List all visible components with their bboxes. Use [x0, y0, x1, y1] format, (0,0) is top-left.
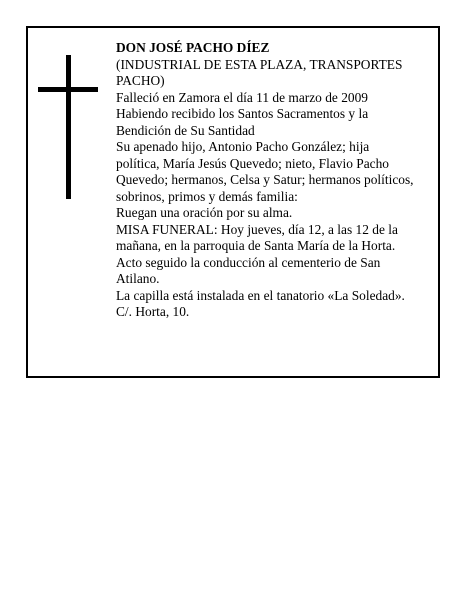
deceased-name: DON JOSÉ PACHO DÍEZ: [116, 40, 270, 55]
funeral-mass: MISA FUNERAL: Hoy jueves, día 12, a las 12 de la mañana, en la parroquia de Santa María de la Horta.: [116, 221, 398, 253]
family-list: Su apenado hijo, Antonio Pacho González; hija política, María Jesús Quevedo; nieto, Flavio Pacho Quevedo; hermanos, Celsa y Satur; hermanos políticos, sobrinos, primos y demás familia:: [116, 139, 414, 204]
obituary-notice: [26, 26, 440, 378]
prayer-request: Ruegan una oración por su alma.: [116, 205, 293, 220]
burial-info: Acto seguido la conducción al cementerio de San Atilano.: [116, 254, 381, 286]
occupation: (INDUSTRIAL DE ESTA PLAZA, TRANSPORTES PACHO): [116, 56, 403, 88]
death-statement: Falleció en Zamora el día 11 de marzo de 2009: [116, 89, 368, 105]
cross-icon: [38, 55, 98, 199]
chapel-address: C/. Horta, 10.: [116, 304, 190, 319]
chapel-info: La capilla está instalada en el tanatorio «La Soledad».: [116, 287, 405, 303]
sacraments-statement: Habiendo recibido los Santos Sacramentos y la Bendición de Su Santidad: [116, 106, 369, 138]
cross-horizontal-bar: [38, 87, 98, 92]
notice-body: [116, 40, 416, 321]
cross-vertical-bar: [66, 55, 71, 199]
